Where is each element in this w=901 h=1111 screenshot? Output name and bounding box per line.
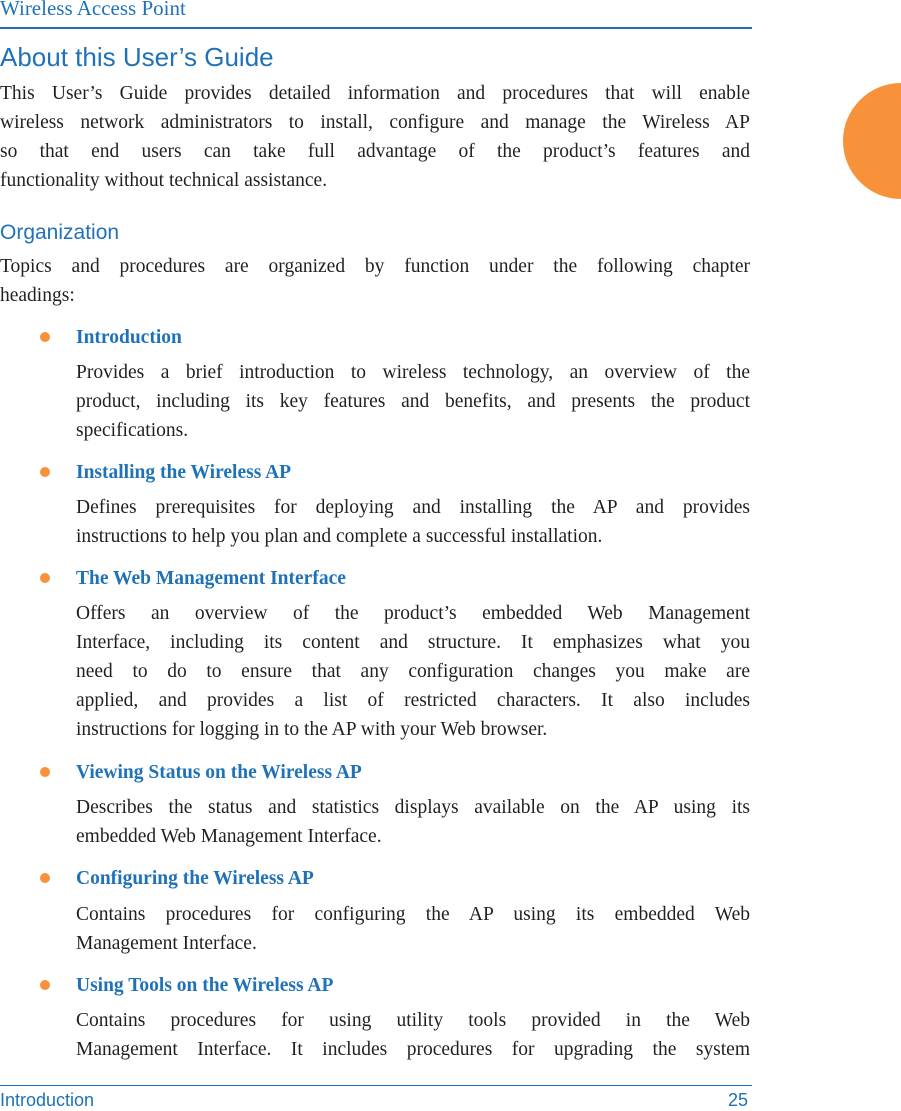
- text-line: Contains procedures for configuring the AP using its embedded Web: [76, 904, 750, 925]
- chapter-description: [76, 1006, 750, 1064]
- chapter-description: [76, 900, 750, 958]
- text-line: Contains procedures for using utility tools provided in the Web: [76, 1010, 750, 1031]
- text-line: need to do to ensure that any configuration changes you make are: [76, 661, 750, 682]
- page-number: 25: [727, 1090, 748, 1110]
- chapter-heading: Configuring the Wireless AP: [76, 868, 314, 889]
- bullet-icon: [40, 332, 50, 342]
- text-line: headings:: [0, 285, 75, 306]
- text-line: Management Interface. It includes procedures for upgrading the system: [76, 1039, 750, 1060]
- bullet-icon: [40, 467, 50, 477]
- text-line: Describes the status and statistics displays available on the AP using its: [76, 797, 750, 818]
- text-line: Offers an overview of the product’s embedded Web Management: [76, 603, 750, 624]
- bullet-icon: [40, 573, 50, 583]
- text-line: instructions to help you plan and complete a successful installation.: [76, 526, 603, 547]
- chapter-heading: Installing the Wireless AP: [76, 462, 292, 483]
- organization-heading: Organization: [0, 221, 120, 244]
- bullet-icon: [40, 980, 50, 990]
- section-title: About this User’s Guide: [0, 42, 274, 72]
- text-line: product, including its key features and benefits, and presents the product: [76, 391, 750, 412]
- text-line: specifications.: [76, 420, 189, 441]
- text-line: Topics and procedures are organized by function under the following chapter: [0, 256, 750, 277]
- chapter-heading: The Web Management Interface: [76, 568, 346, 589]
- footer-rule: [0, 1085, 752, 1086]
- chapter-description: [76, 358, 750, 445]
- bullet-icon: [40, 873, 50, 883]
- chapter-heading: Viewing Status on the Wireless AP: [76, 762, 362, 783]
- text-line: applied, and provides a list of restricted characters. It also includes: [76, 690, 750, 711]
- text-line: embedded Web Management Interface.: [76, 826, 382, 847]
- text-line: instructions for logging in to the AP with your Web browser.: [76, 719, 548, 740]
- organization-paragraph: [0, 252, 750, 310]
- running-header: Wireless Access Point: [0, 0, 186, 20]
- text-line: wireless network administrators to install, configure and manage the Wireless AP: [0, 112, 750, 133]
- chapter-description: [76, 493, 750, 551]
- chapter-description: [76, 599, 750, 744]
- intro-paragraph: [0, 79, 750, 195]
- text-line: functionality without technical assistance.: [0, 170, 328, 191]
- chapter-heading: Using Tools on the Wireless AP: [76, 975, 334, 996]
- footer-chapter: Introduction: [0, 1090, 95, 1110]
- text-line: This User’s Guide provides detailed information and procedures that will enable: [0, 83, 750, 104]
- text-line: Defines prerequisites for deploying and installing the AP and provides: [76, 497, 750, 518]
- text-line: so that end users can take full advantage of the product’s features and: [0, 141, 750, 162]
- chapter-heading: Introduction: [76, 327, 182, 348]
- header-rule: [0, 27, 752, 29]
- text-line: Management Interface.: [76, 933, 257, 954]
- chapter-tab-marker: [843, 83, 901, 199]
- text-line: Provides a brief introduction to wireless technology, an overview of the: [76, 362, 750, 383]
- chapter-description: [76, 793, 750, 851]
- text-line: Interface, including its content and structure. It emphasizes what you: [76, 632, 750, 653]
- bullet-icon: [40, 767, 50, 777]
